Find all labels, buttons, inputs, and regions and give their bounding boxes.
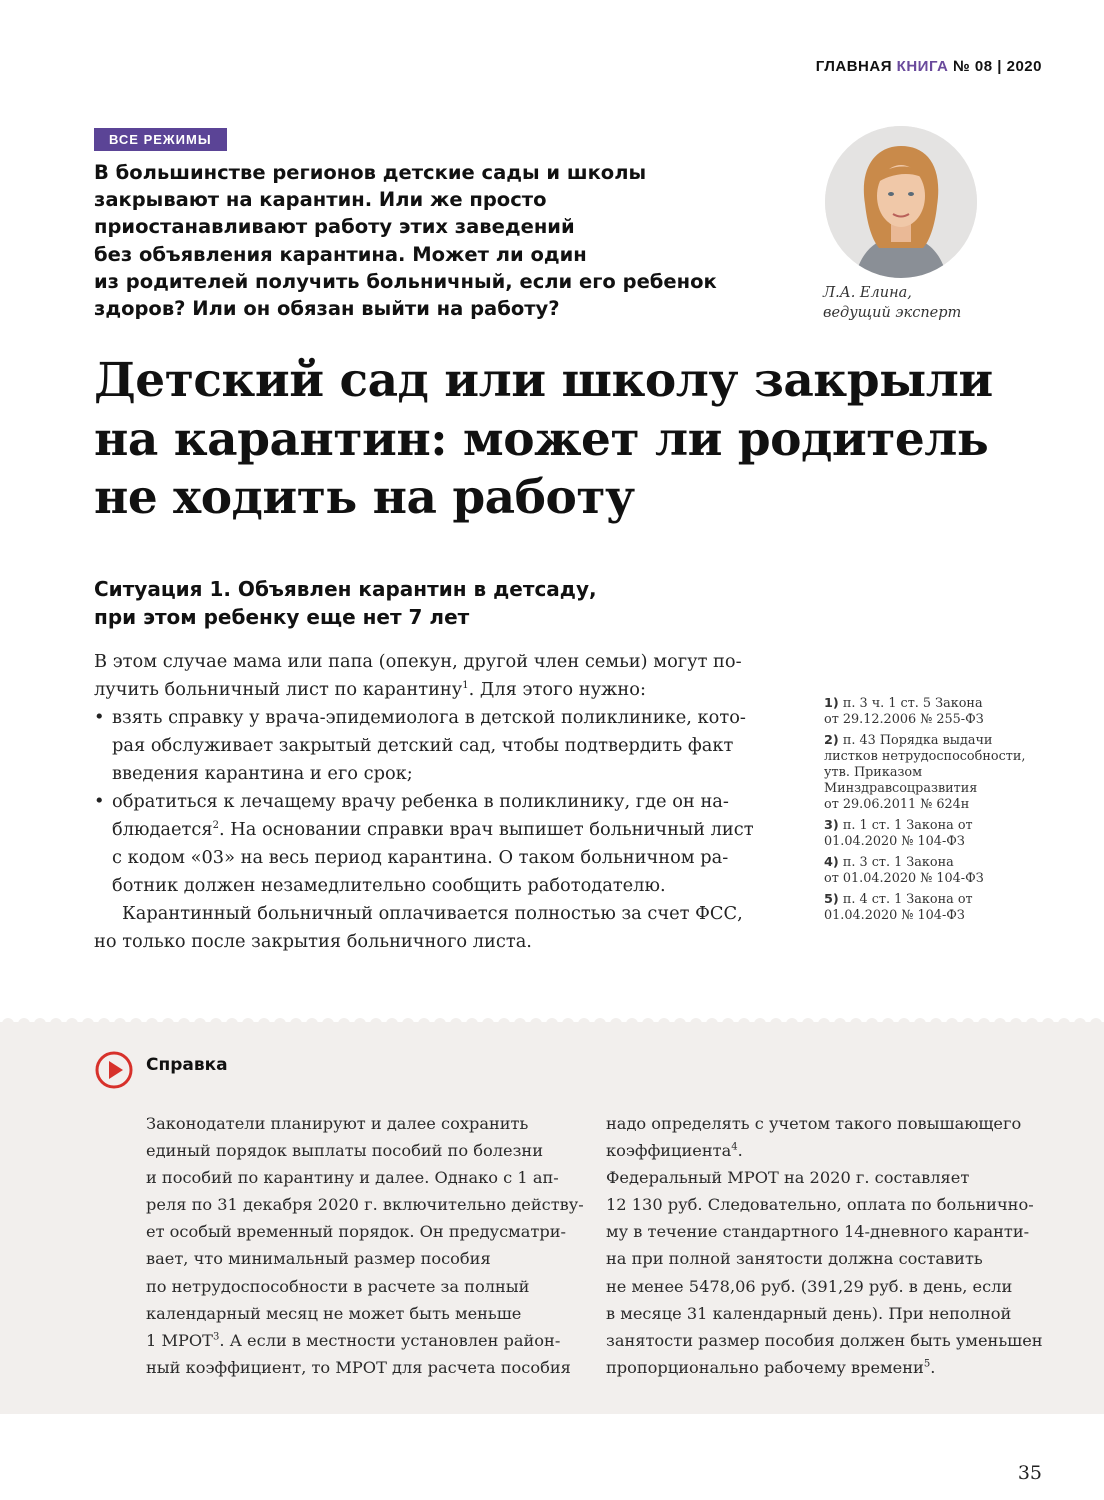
info-line: и пособий по карантину и далее. Однако с 1 ап-: [146, 1168, 559, 1188]
title-line: на карантин: может ли родитель: [94, 411, 989, 467]
footnote-ref: 2: [212, 820, 219, 832]
bullet-item: • обратиться к лечащему врачу ребенка в поликлинику, где он на-: [94, 788, 774, 816]
body-line: Карантинный больничный оплачивается полностью за счет ФСС,: [122, 903, 743, 924]
footnote-item: 4) п. 3 ст. 1 Закона от 01.04.2020 № 104-ФЗ: [824, 855, 984, 886]
info-line: коэффициента$^4$.: [606, 1141, 743, 1161]
section-line: Ситуация 1. Объявлен карантин в детсаду,: [94, 577, 597, 601]
category-tag: ВСЕ РЕЖИМЫ: [94, 128, 227, 151]
expert-role: ведущий эксперт: [823, 305, 962, 321]
bullet-item: • взять справку у врача-эпидемиолога в детской поликлинике, кото-: [94, 704, 774, 732]
footnote-ref: 1: [462, 680, 469, 692]
footnote-number: 3): [824, 818, 839, 833]
expert-name: Л.А. Елина,: [823, 285, 912, 301]
body-line: рая обслуживает закрытый детский сад, чтобы подтвердить факт: [112, 735, 734, 756]
info-box-scalloped-edge: [0, 1016, 1104, 1026]
brand-name-accent: КНИГА: [896, 58, 949, 75]
brand-name: ГЛАВНАЯ: [815, 58, 892, 75]
footnote-item: 3) п. 1 ст. 1 Закона от 01.04.2020 № 104-ФЗ: [824, 818, 973, 849]
info-line: на при полной занятости должна составить: [606, 1249, 983, 1269]
body-line: В этом случае мама или папа (опекун, другой член семьи) могут по-: [94, 651, 742, 672]
info-line: реля по 31 декабря 2020 г. включительно действу-: [146, 1195, 584, 1215]
footnote-ref: 3: [212, 1331, 220, 1343]
info-line: календарный месяц не может быть меньше: [146, 1303, 522, 1323]
article-body: [94, 648, 774, 956]
body-line: с кодом «03» на весь период карантина. О таком больничном ра-: [112, 847, 729, 868]
info-line: Законодатели планируют и далее сохранить: [146, 1114, 529, 1133]
lead-line: В большинстве регионов детские сады и школы: [94, 161, 647, 184]
masthead: [816, 58, 1042, 75]
lead-line: приостанавливают работу этих заведений: [94, 215, 575, 239]
play-circle-icon: [94, 1050, 134, 1090]
info-line: единый порядок выплаты пособий по болезни: [146, 1141, 543, 1161]
info-box-column-right: [606, 1110, 1043, 1381]
info-box-title: Справка: [146, 1055, 228, 1075]
expert-photo: [825, 126, 977, 278]
lead-line: без объявления карантина. Может ли один: [94, 242, 587, 266]
info-line: ный коэффициент, то МРОТ для расчета пособия: [146, 1357, 571, 1377]
section-heading: [94, 575, 597, 631]
info-line: занятости размер пособия должен быть уменьшен: [606, 1330, 1043, 1350]
info-line: 1 МРОТ$^3$. А если в местности установлен район-: [146, 1330, 561, 1350]
title-line: не ходить на работу: [94, 470, 635, 525]
lead-question: [94, 159, 744, 322]
footnote-number: 2): [824, 733, 839, 748]
body-line: блюдается$^2$. На основании справки врач выпишет больничный лист: [112, 819, 754, 840]
lead-line: здоров? Или он обязан выйти на работу?: [94, 297, 560, 321]
info-line: му в течение стандартного 14-дневного каранти-: [606, 1222, 1030, 1242]
expert-portrait-icon: [825, 126, 977, 278]
info-line: Федеральный МРОТ на 2020 г. составляет: [606, 1168, 970, 1188]
footnote-ref: 4: [731, 1141, 738, 1153]
article-title: [94, 352, 993, 528]
footnote-ref: 5: [923, 1358, 931, 1370]
footnote-number: 5): [824, 892, 839, 907]
expert-caption: [823, 283, 961, 323]
title-line: Детский сад или школу закрыли: [94, 353, 993, 408]
footnote-item: 2) п. 43 Порядка выдачи листков нетрудоспособности, утв. Приказом Минздравсоцразвития от 29.06.2011 № 624н: [824, 733, 1026, 812]
info-line: надо определять с учетом такого повышающего: [606, 1114, 1022, 1133]
issue-number: № 08 | 2020: [953, 58, 1042, 75]
info-line: по нетрудоспособности в расчете за полный: [146, 1276, 530, 1296]
lead-line: закрывают на карантин. Или же просто: [94, 188, 547, 212]
body-line: но только после закрытия больничного листа.: [94, 931, 532, 952]
info-box-column-left: [146, 1110, 584, 1381]
body-line: лучить больничный лист по карантину$^1$. Для этого нужно:: [94, 679, 646, 700]
footnotes: [824, 696, 1044, 929]
info-line: 12 130 руб. Следовательно, оплата по больнично-: [606, 1195, 1034, 1215]
info-line: не менее 5478,06 руб. (391,29 руб. в день, если: [606, 1276, 1013, 1296]
info-line: в месяце 31 календарный день). При неполной: [606, 1303, 1012, 1323]
body-line: ботник должен незамедлительно сообщить работодателю.: [112, 875, 666, 896]
info-line: вает, что минимальный размер пособия: [146, 1249, 491, 1269]
body-line: введения карантина и его срок;: [112, 763, 413, 784]
page-number: 35: [1017, 1462, 1042, 1484]
footnote-number: 1): [824, 696, 839, 711]
info-line: ет особый временный порядок. Он предусматри-: [146, 1222, 566, 1242]
info-line: пропорционально рабочему времени$^5$.: [606, 1357, 936, 1377]
footnote-number: 4): [824, 855, 839, 870]
lead-line: из родителей получить больничный, если его ребенок: [94, 269, 717, 293]
footnote-item: 1) п. 3 ч. 1 ст. 5 Закона от 29.12.2006 № 255-ФЗ: [824, 696, 984, 727]
section-line: при этом ребенку еще нет 7 лет: [94, 605, 470, 629]
footnote-item: 5) п. 4 ст. 1 Закона от 01.04.2020 № 104-ФЗ: [824, 892, 973, 923]
